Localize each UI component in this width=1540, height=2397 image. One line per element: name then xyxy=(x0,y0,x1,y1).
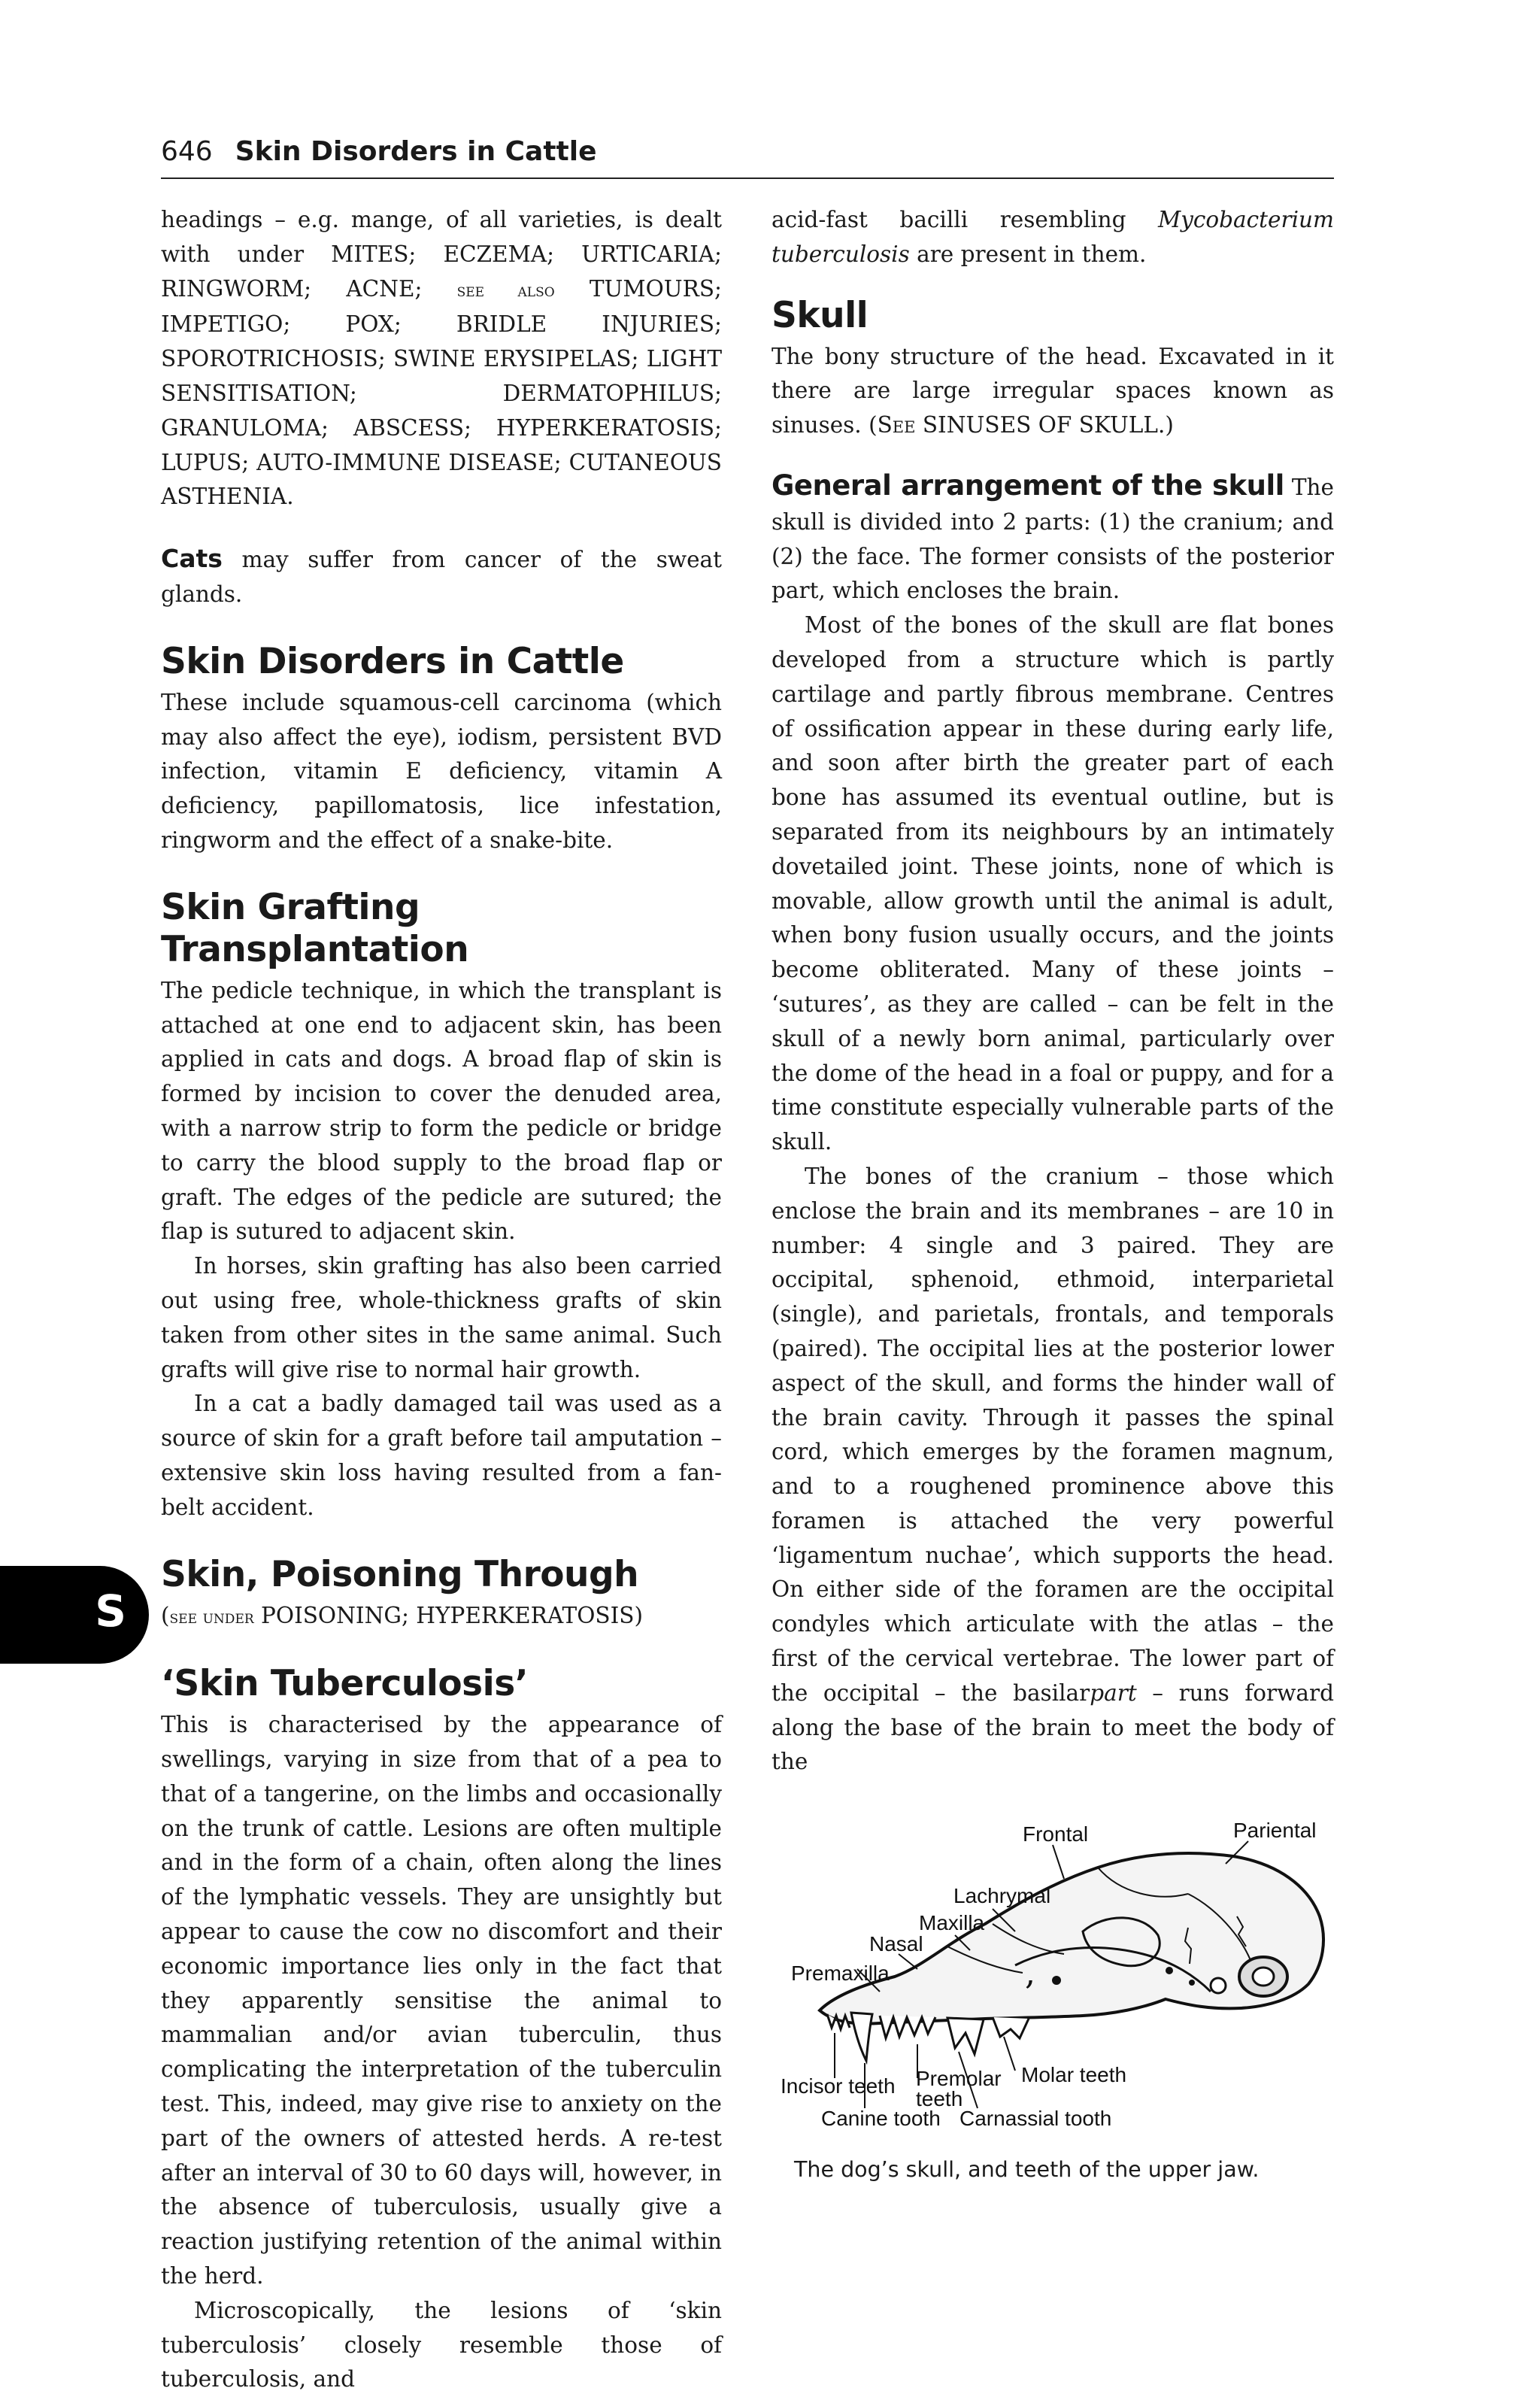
label-premaxilla: Premaxilla xyxy=(791,1962,890,1985)
heading-skin-tuberculosis: ‘Skin Tuberculosis’ xyxy=(161,1663,529,1705)
figure-caption: The dog’s skull, and teeth of the upper jaw. xyxy=(794,2157,1260,2182)
label-canine-tooth: Canine tooth xyxy=(821,2107,941,2130)
heading-general-arrangement: General arrangement of the skull xyxy=(772,469,1284,502)
continued-paragraph-right: acid-fast bacilli resembling Mycobacterium tuberculosis are present in them. xyxy=(772,207,1334,267)
graft-paragraph-1: The pedicle technique, in which the transplant is attached at one end to adjacent skin, has been applied in cats and dogs. A broad flap of skin is formed by incision to cover the denuded area, with a narrow strip to form the pedicle or bridge to carry the blood supply to the broad flap or graft. The edges of the pedicle are sutured; the flap is sutured to adjacent skin. xyxy=(161,977,722,1245)
label-maxilla: Maxilla xyxy=(919,1911,985,1934)
label-carnassial-tooth: Carnassial tooth xyxy=(959,2107,1112,2130)
label-molar-teeth: Molar teeth xyxy=(1021,2063,1127,2086)
tb-paragraph-1: This is characterised by the appearance of swellings, varying in size from that of a pea to that of a tangerine, on the limbs and occasionally on the trunk of cattle. Lesions are often multiple and in the form of a chain, often along the lines of the lymphatic vessels. They are unsightly but appear to cause the cow no discomfort and their economic importance lies only in the fact that they apparently sensitise the animal to mammalian and/or avian tuberculin, thus complicating the interpretation of the tuberculin test. This, indeed, may give rise to anxiety on the part of the owners of attested herds. A re-test after an interval of 30 to 60 days will, however, in the absence of tuberculosis, usually give a reaction justifying retention of the animal within the herd. xyxy=(161,1712,722,2289)
cross-references-2: TUMOURS; IMPETIGO; POX; BRIDLE INJURIES; SPOROTRICHOSIS; SWINE ERYSIPELAS; LIGHT SENSITISATION; DERMATOPHILUS; GRANULOMA; ABSCESS; HYPERKERATOSIS; LUPUS; AUTO-IMMUNE DISEASE; CUTANEOUS ASTHENIA. xyxy=(161,275,722,510)
tb-paragraph-2: Microscopically, the lesions of ‘skin tuberculosis’ closely resemble those of tuberculosis, and xyxy=(161,2297,722,2392)
heading-skull: Skull xyxy=(772,294,869,336)
page-number: 646 xyxy=(161,136,213,167)
heading-skin-grafting: Skin Grafting Transplantation xyxy=(161,886,469,970)
premolar-teeth xyxy=(880,2016,935,2038)
label-nasal: Nasal xyxy=(869,1932,923,1956)
page-header xyxy=(161,125,1334,179)
section-thumb-tab xyxy=(0,1566,149,1664)
graft-paragraph-3: In a cat a badly damaged tail was used as a source of skin for a graft before tail amputation – extensive skin loss having resulted from a fan-belt accident. xyxy=(161,1391,722,1520)
carnassial-tooth xyxy=(947,2018,984,2054)
svg-text:,: , xyxy=(1025,1954,1035,1992)
cats-lead: Cats xyxy=(161,544,223,574)
tab-letter: S xyxy=(95,1585,126,1637)
label-premolar-2: teeth xyxy=(916,2087,963,2110)
cranium-paragraph: The bones of the cranium – those which enclose the brain and its membranes – are 10 in number: 4 single and 3 paired. They are occipital, sphenoid, ethmoid, interparietal (single), and parietals, frontals, and temporals (paired). The occipital lies at the posterior lower aspect of the skull, and forms the hinder wall of the brain cavity. Through it passes the spinal cord, which emerges by the foramen magnum, and to a roughened prominence above this foramen is attached the very powerful ‘ligamentum nuchae’, which supports the head. On either side of the foramen are the occipital condyles which articulate with the atlas – the first of the cervical vertebrae. The lower part of the occipital – the basilarpart – runs forward along the base of the brain to meet the body of the xyxy=(772,1163,1334,1775)
left-column xyxy=(161,203,722,2397)
running-title: Skin Disorders in Cattle xyxy=(235,136,597,167)
graft-paragraph-2: In horses, skin grafting has also been carried out using free, whole-thickness grafts of skin taken from other sites in the same animal. Such grafts will give rise to normal hair growth. xyxy=(161,1253,722,1382)
continued-paragraph: headings – e.g. mange, of all varieties, is dealt with under MITES; ECZEMA; URTICARIA; RINGWORM; ACNE; see also TUMOURS; IMPETIGO; POX; BRIDLE INJURIES; SPOROTRICHOSIS; SWINE ERYSIPELAS; LIGHT SENSITISATION; DERMATOPHILUS; GRANULOMA; ABSCESS; HYPERKERATOSIS; LUPUS; AUTO-IMMUNE DISEASE; CUTANEOUS ASTHENIA. xyxy=(161,207,722,510)
cattle-paragraph: These include squamous-cell carcinoma (which may also affect the eye), iodism, persistent BVD infection, vitamin E deficiency, vitamin A deficiency, papillomatosis, lice infestation, ringworm and the effect of a snake-bite. xyxy=(161,689,722,853)
label-pariental: Pariental xyxy=(1233,1819,1317,1842)
general-arrangement-paragraph: General arrangement of the skull The skull is divided into 2 parts: (1) the cranium; and (2) the face. The former consists of the posterior part, which encloses the brain. xyxy=(772,469,1335,604)
molar-teeth xyxy=(993,2017,1029,2038)
skull-paragraph: The bony structure of the head. Excavated in it there are large irregular spaces known as sinuses. (See SINUSES OF SKULL.) xyxy=(772,343,1334,438)
label-frontal: Frontal xyxy=(1023,1822,1089,1846)
label-lachrymal: Lachrymal xyxy=(953,1884,1051,1907)
heading-skin-disorders-cattle: Skin Disorders in Cattle xyxy=(161,640,624,682)
header-text xyxy=(161,136,597,167)
label-premolar: Premolar xyxy=(916,2067,1002,2090)
dog-skull-illustration xyxy=(767,1811,1338,2150)
right-column xyxy=(772,203,1334,1780)
poison-paragraph: (see under POISONING; HYPERKERATOSIS) xyxy=(161,1602,643,1628)
cross-references: MITES; ECZEMA; URTICARIA; RINGWORM; ACNE; xyxy=(161,241,722,302)
canine-tooth xyxy=(851,2013,872,2061)
heading-skin-poisoning: Skin, Poisoning Through xyxy=(161,1553,639,1595)
skull-figure xyxy=(767,1811,1338,2150)
cats-paragraph: Cats may suffer from cancer of the sweat glands. xyxy=(161,544,722,607)
label-incisor-teeth: Incisor teeth xyxy=(781,2074,896,2098)
bones-paragraph: Most of the bones of the skull are flat bones developed from a structure which is partly cartilage and partly fibrous membrane. Centres of ossification appear in these during early life, and soon after birth the greater part of each bone has assumed its eventual outline, but is separated from its neighbours by an intimately dovetailed joint. These joints, none of which is movable, allow growth until the animal is adult, when bony fusion usually occurs, and the joints become obliterated. Many of these joints – ‘sutures’, as they are called – can be felt in the skull of a newly born animal, particularly over the dome of the head in a foal or puppy, and for a time constitute especially vulnerable parts of the skull. xyxy=(772,612,1334,1155)
